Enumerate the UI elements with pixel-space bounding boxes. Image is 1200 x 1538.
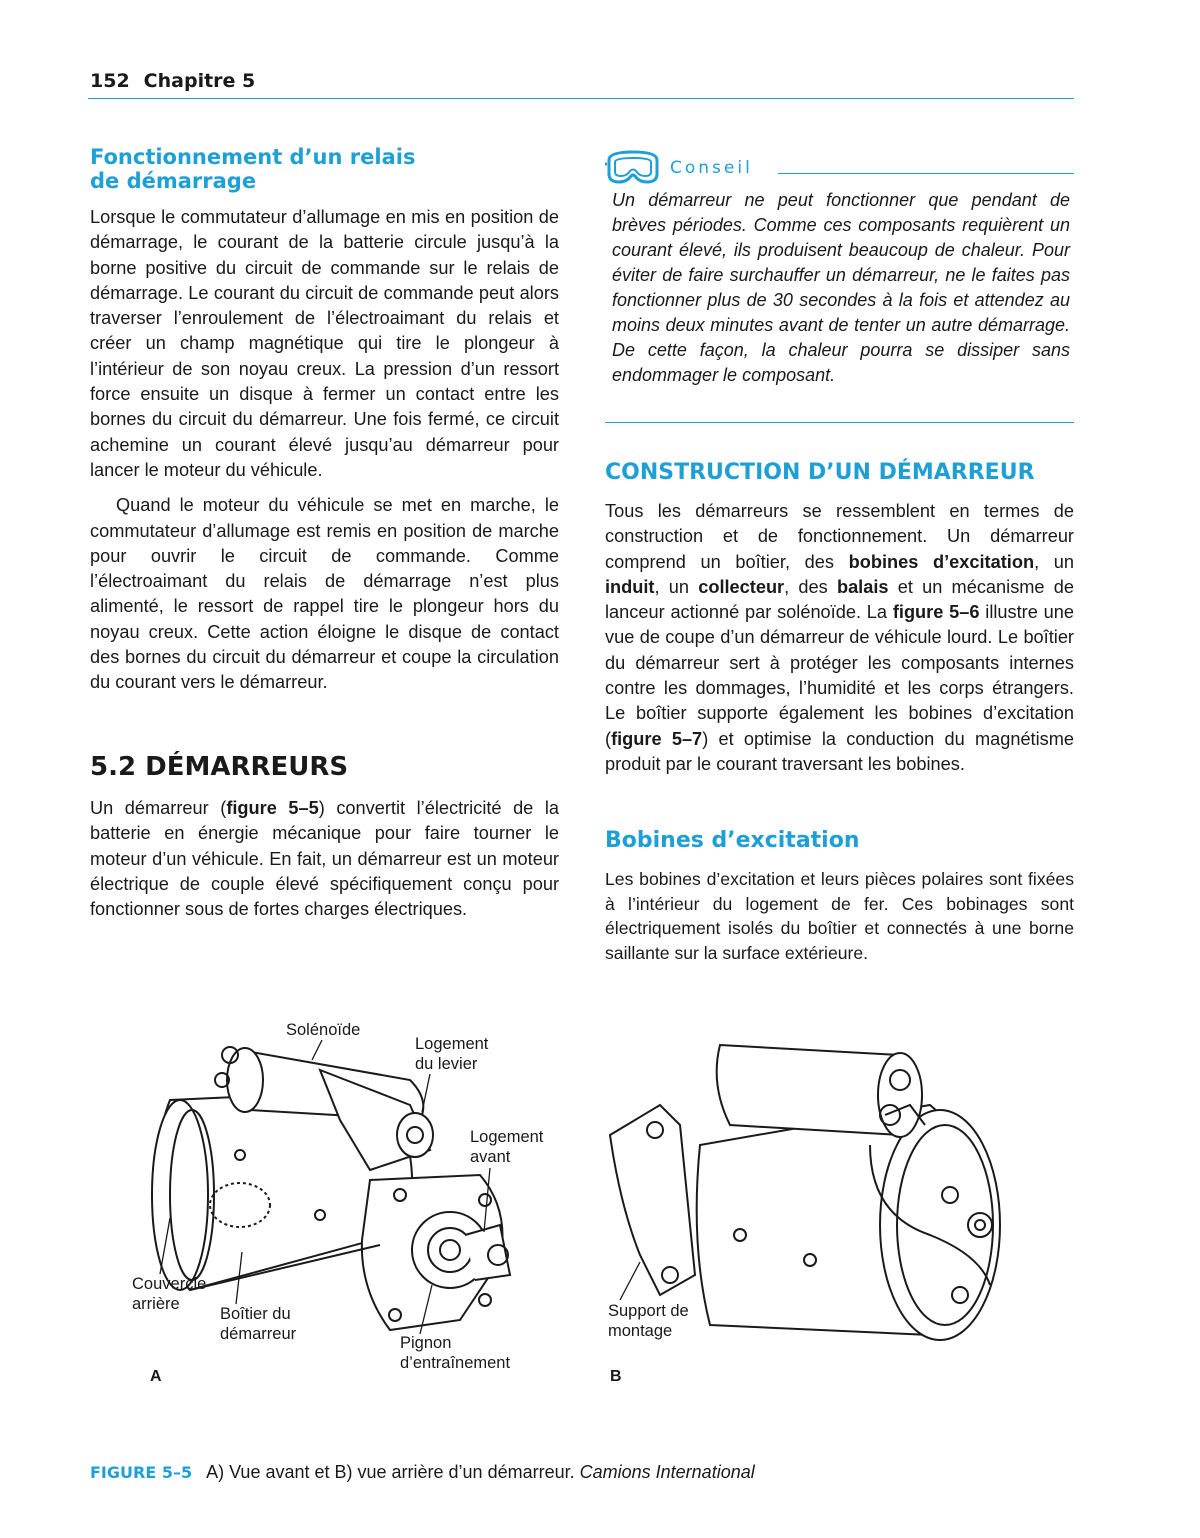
label-line: avant (470, 1148, 511, 1166)
caption-text: A) Vue avant et B) vue arrière d’un démarreur. (206, 1462, 580, 1482)
figure-ref: figure 5–6 (892, 602, 980, 623)
term: collecteur (698, 576, 785, 597)
label-line: Couvercle (132, 1275, 207, 1293)
term: induit (605, 576, 655, 597)
section-title-line: de démarrage (90, 169, 257, 193)
caption-source: Camions International (579, 1462, 755, 1482)
figure-ref: figure 5–7 (611, 728, 703, 749)
text-run: , un (654, 576, 699, 597)
figure-ref: figure 5–5 (226, 798, 319, 818)
label-line: d’entraînement (400, 1354, 511, 1372)
label-line: montage (608, 1322, 673, 1340)
label-line: arrière (132, 1295, 180, 1313)
paragraph: Les bobines d’excitation et leurs pièces polaires sont fixées à l’intérieur du logement de fer. Ces bobinages sont électriquement isolés du boîtier et connectés à une borne saillante sur la surface extérieure. (605, 869, 1074, 963)
term: bobines d’excitation (848, 551, 1035, 572)
page-number: 152 (90, 70, 130, 92)
tip-text: Un démarreur ne peut fonctionner que pendant de brèves périodes. Comme ces composants requièrent un courant élevé, ils produisent beaucoup de chaleur. Pour éviter de faire surchauffer un démarreur, ne le faites pas fonctionner plus de 30 secondes à la fois et attendez au moins deux minutes avant de tenter un autre démarrage. De cette façon, la chaleur pourra se dissiper sans endommager le composant. (612, 190, 1070, 385)
section-title-demarreurs: 5.2 DÉMARREURS (90, 752, 349, 782)
label-line: Support de (608, 1302, 689, 1320)
label-line: Pignon (400, 1334, 452, 1352)
text-run: et un mécanisme de lanceur actionné par solénoïde. La (605, 576, 1074, 623)
tip-title: Conseil (670, 158, 753, 178)
panel-letter-b: B (610, 1368, 622, 1385)
text-run: , un (1034, 551, 1074, 572)
label-line: Logement (470, 1128, 544, 1146)
label-line: du levier (415, 1055, 478, 1073)
text-run: ) convertit l’électricité de la batterie en énergie mécanique pour faire tourner le moteur d’un véhicule. En fait, un démarreur est un moteur électrique de couple élevé spécifiquement conçu pour fonctionner sous de fortes charges électriques. (90, 798, 560, 920)
text-run: Tous les démarreurs se ressemblent en termes de construction et de fonctionnement. Un démarreur comprend un boîtier, des (605, 501, 1074, 572)
text-run: ) et optimise la conduction du magnétisme produit par le courant traversant les bobines. (605, 728, 1075, 774)
section-title-line: Fonctionnement d’un relais (90, 145, 416, 169)
paragraph: Lorsque le commutateur d’allumage en mis en position de démarrage, le courant de la batterie circule jusqu’à la borne positive du circuit de commande sur le relais de démarrage. Le courant du circuit de commande peut alors traverser l’enroulement de l’électroaimant du relais et créer un champ magnétique qui tire le plongeur à l’intérieur de son noyau creux. La pression d’un ressort force ensuite un disque à fermer un contact entre les bornes du circuit du démarreur. Une fois fermé, ce circuit achemine un courant élevé jusqu’au démarreur pour lancer le moteur du véhicule. (90, 207, 559, 480)
section-title-bobines: Bobines d’excitation (605, 828, 860, 853)
paragraph: Quand le moteur du véhicule se met en marche, le commutateur d’allumage est remis en position de marche pour ouvrir le circuit de commande. Comme l’électroaimant du relais de démarrage n’est plus alimenté, le ressort de rappel tire le plongeur hors du noyau creux. Cette action éloigne le disque de contact des bornes du circuit du démarreur et coupe la circulation du courant vers le démarreur. (90, 495, 559, 693)
text-run: , des (784, 576, 837, 597)
label-line: démarreur (220, 1325, 297, 1343)
section-title-construction: CONSTRUCTION D’UN DÉMARREUR (605, 460, 1035, 485)
figure-caption (90, 1462, 755, 1483)
text-run: illustre une vue de coupe d’un démarreur de véhicule lourd. Le boîtier du démarreur sert à protéger les composants internes contre les dommages, l’humidité et les corps étrangers. Le boîtier supporte également les bobines d’excitation ( (605, 602, 1074, 749)
label-line: Logement (415, 1035, 489, 1053)
term: balais (836, 576, 889, 597)
text-run: Un démarreur ( (90, 798, 227, 818)
panel-letter-a: A (150, 1368, 162, 1385)
figure-number: FIGURE 5–5 (90, 1463, 193, 1482)
label-line: Boîtier du (220, 1305, 291, 1323)
chapter-label: Chapitre 5 (143, 70, 256, 92)
label-solenoide: Solénoïde (286, 1021, 361, 1039)
